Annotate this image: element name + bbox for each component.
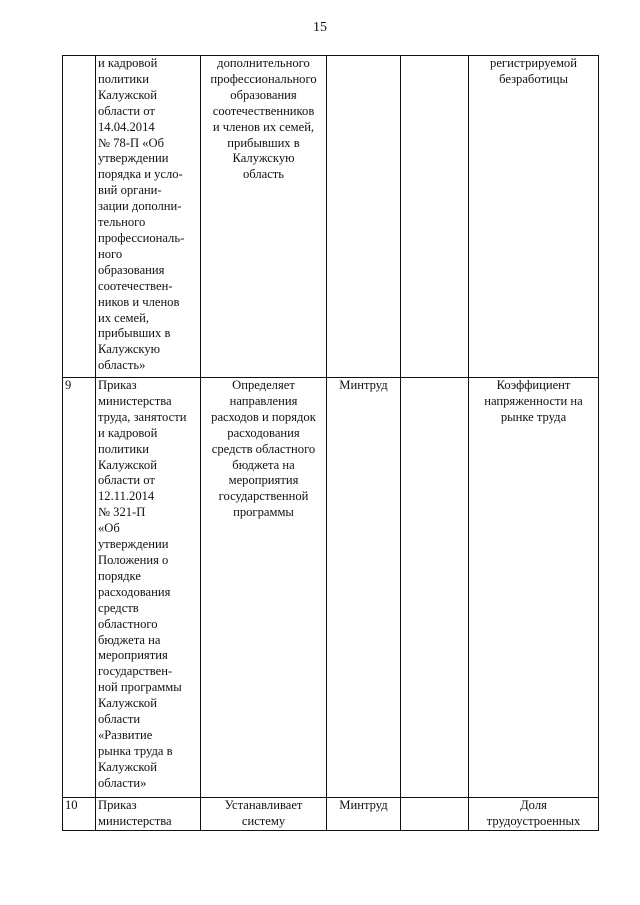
description-cell: Определяет направления расходов и порядок расходования средств областного бюджета на мероприятия государственной программы — [201, 378, 327, 798]
empty-cell — [401, 56, 469, 378]
page-number: 15 — [313, 20, 327, 35]
empty-cell — [401, 798, 469, 831]
table-row — [63, 56, 599, 378]
description-cell: дополнительного профессионального образования соотечественников и членов их семей, прибывших в Калужскую область — [201, 56, 327, 378]
indicator-cell: Коэффициент напряженности на рынке труда — [469, 378, 599, 798]
indicator-cell: Доля трудоустроенных — [469, 798, 599, 831]
description-cell: Устанавливает систему — [201, 798, 327, 831]
row-number-cell — [63, 56, 96, 378]
programs-table — [62, 55, 599, 831]
table-row — [63, 378, 599, 798]
indicator-cell: регистрируемой безработицы — [469, 56, 599, 378]
document-cell: Приказ министерства труда, занятости и кадровой политики Калужской области от 12.11.2014 № 321-П «Об утверждении Положения о порядке расходования средств областного бюджета на мероприятия государствен- ной программы Калужской области «Развитие рынка труда в Калужской области» — [96, 378, 201, 798]
document-cell: и кадровой политики Калужской области от 14.04.2014 № 78-П «Об утверждении порядка и усло- вий органи- зации дополни- тельного профессиональ- ного образования соотечествен- ников и членов их семей, прибывших в Калужскую область» — [96, 56, 201, 378]
executor-cell — [327, 56, 401, 378]
row-number-cell: 9 — [63, 378, 96, 798]
table-row — [63, 798, 599, 831]
executor-cell: Минтруд — [327, 798, 401, 831]
executor-cell: Минтруд — [327, 378, 401, 798]
empty-cell — [401, 378, 469, 798]
row-number-cell: 10 — [63, 798, 96, 831]
document-cell: Приказ министерства — [96, 798, 201, 831]
